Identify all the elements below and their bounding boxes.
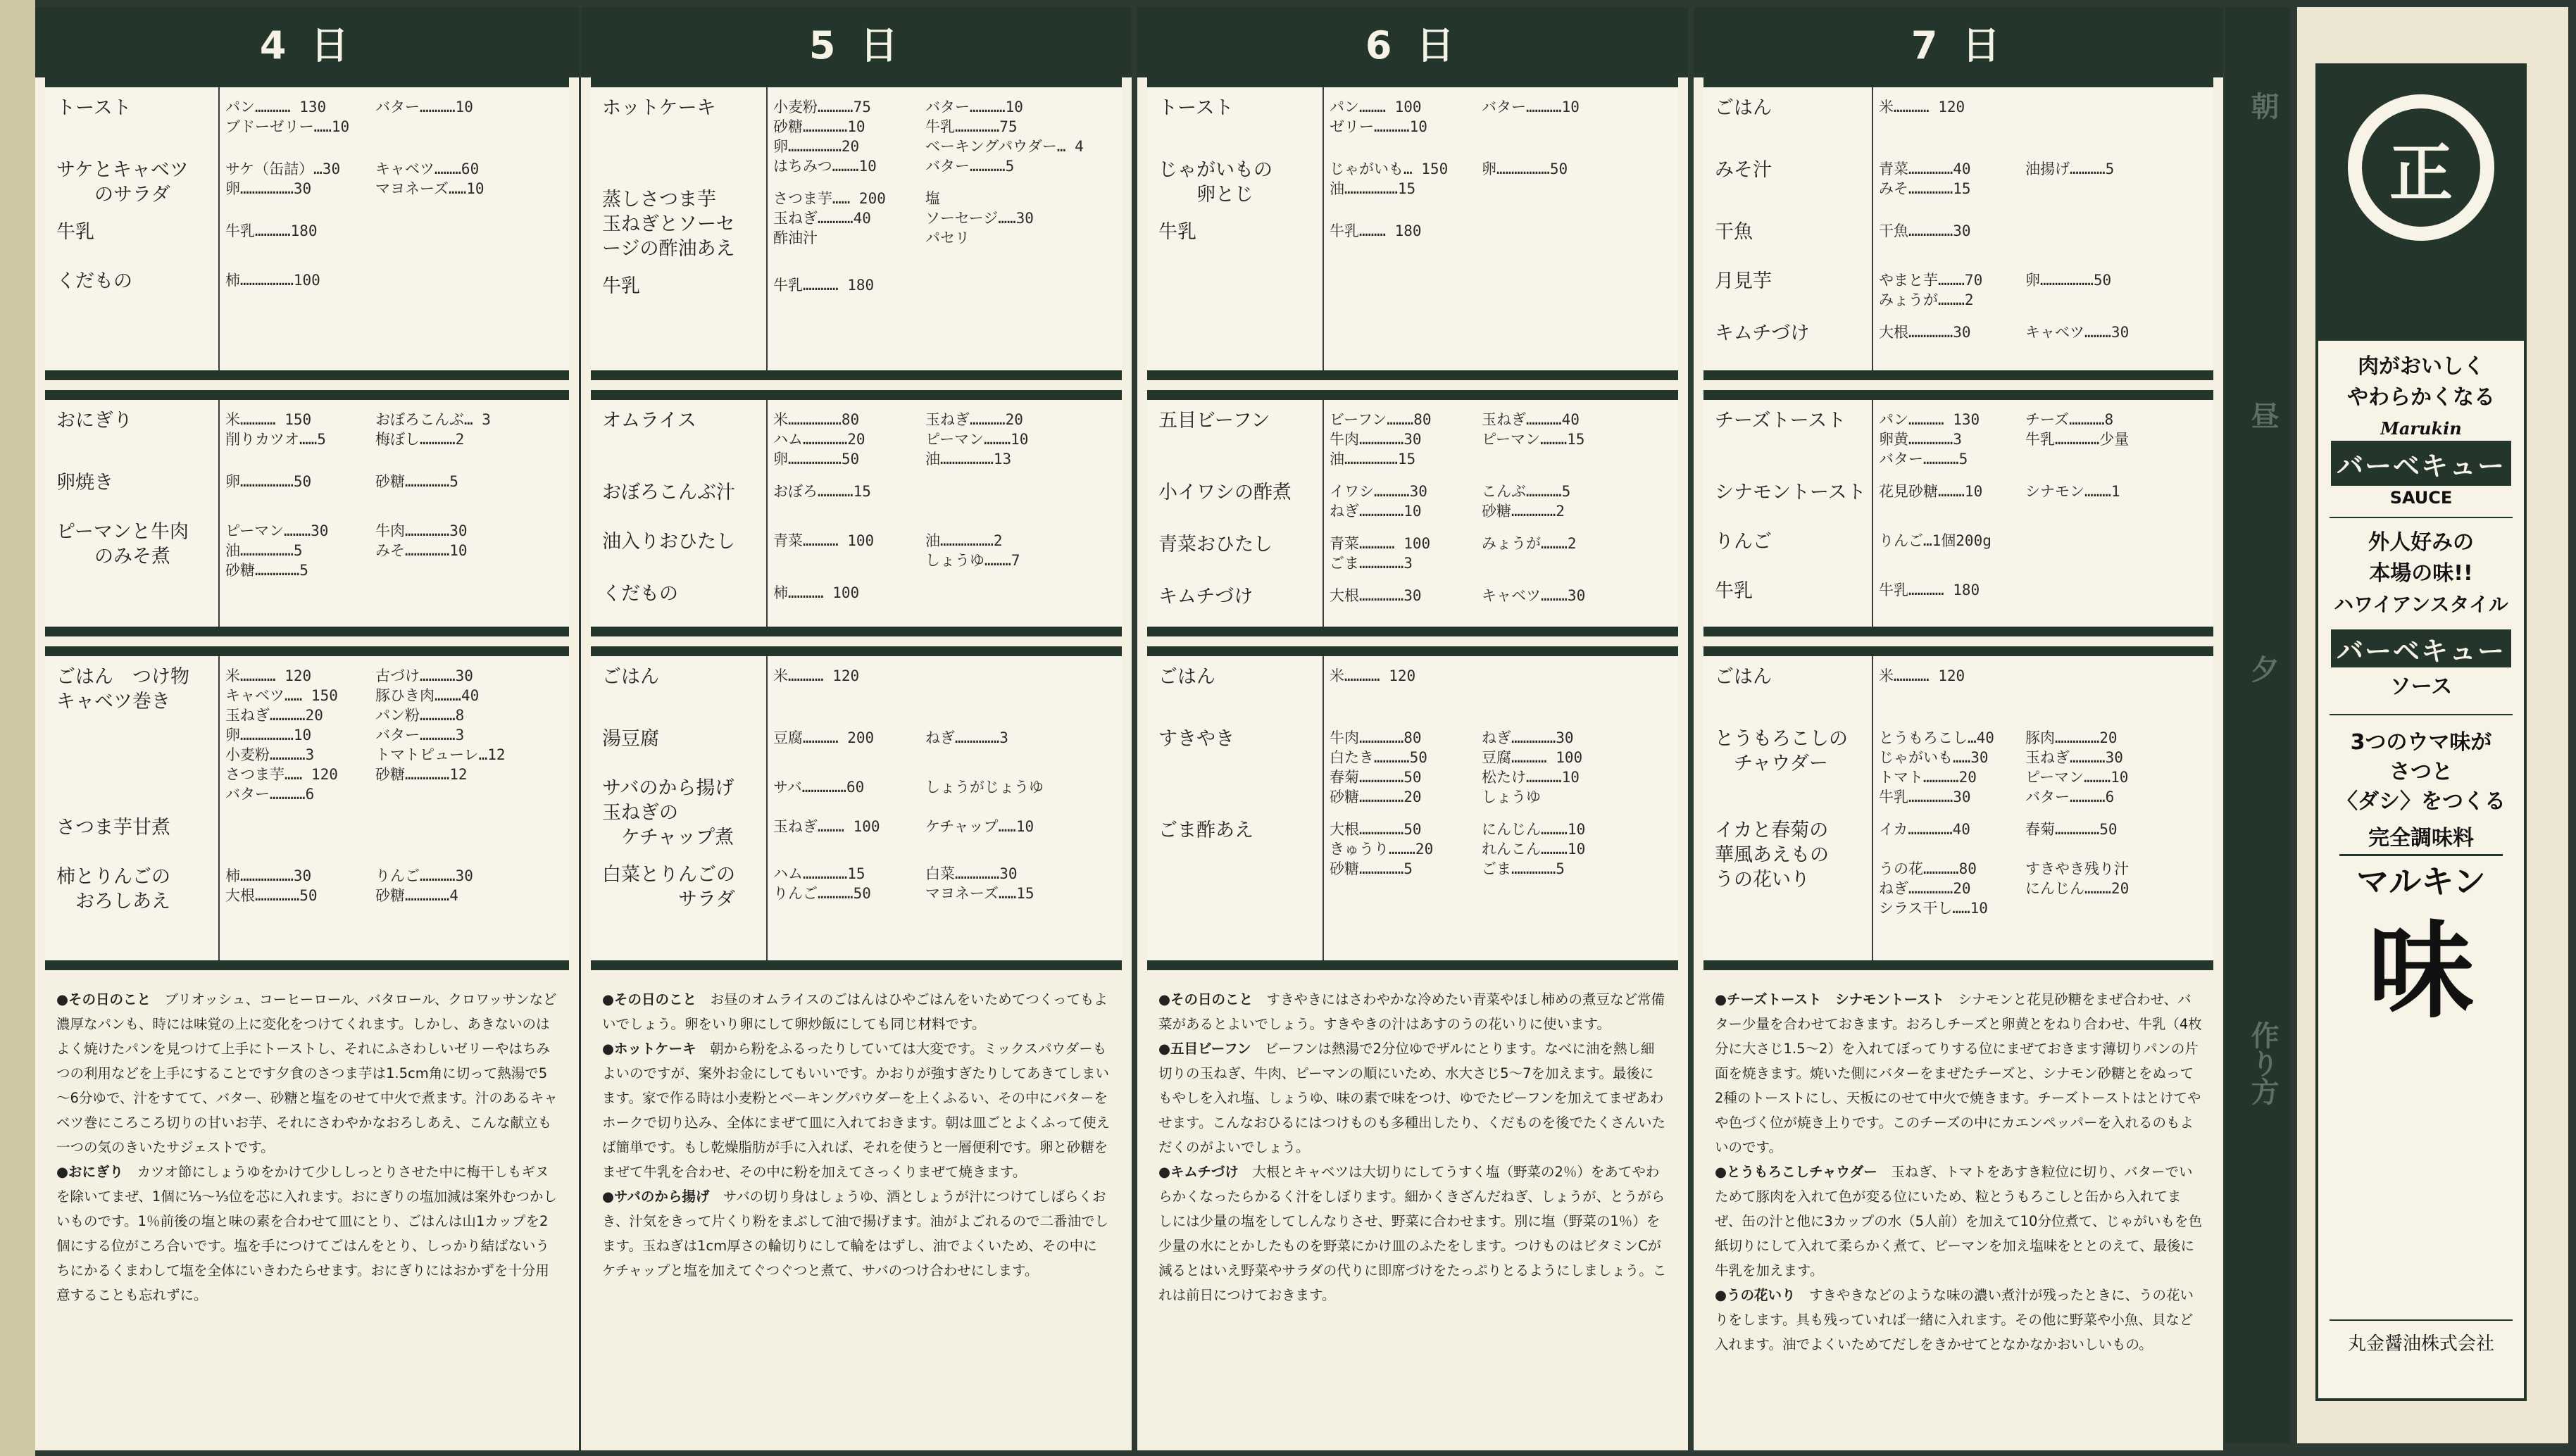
ingredient-list: イカ……………40 うの花…………80 ねぎ……………20 シラス干し……10 xyxy=(1879,821,1988,917)
ingredient-list-extra: ねぎ……………30 豆腐………… 100 松たけ…………10 しょうゆ xyxy=(1482,729,1583,805)
dish-name: キムチづけ xyxy=(1158,586,1253,608)
note-heading: ●その日のこと xyxy=(56,991,151,1008)
note-body: ブリオッシュ、コーヒーロール、バタロール、クロワッサンなど濃厚なパンも、時には味覚の上に変化をつけてくれます。しかし、あきないのはよく焼けたパンを見つけて上手にトーストし、それにふさわしいゼリーやはちみつの利用などを上手にすることです夕食のさつま芋は1.5cm角に切って熱湯で5～6分ゆで、汁をすてて、バター、砂糖と塩をのせて中火で煮ます。汁のあるキャベツ巻にころころ切りの甘いお芋、それにさわやかなおろしあえ、こんな献立も一つの気のきいたサジェストです。 xyxy=(56,991,558,1155)
day-column xyxy=(35,7,579,1450)
ingredient-list: ピーマン………30 油………………5 砂糖……………5 xyxy=(225,522,329,579)
ingredient-list: 牛乳…………180 xyxy=(225,222,318,239)
lunch-block xyxy=(1703,390,2213,636)
ingredient-list: 大根……………30 xyxy=(1879,324,1971,341)
ingredient-list-extra: 塩 ソーセージ……30 パセリ xyxy=(925,190,1034,246)
note-paragraph xyxy=(602,987,1111,1036)
ingredient-list-extra: おぼろこんぶ… 3 梅ぼし…………2 xyxy=(375,411,491,448)
note-heading: ●その日のこと xyxy=(1158,991,1253,1008)
note-heading: ●その日のこと xyxy=(602,991,697,1008)
dish-name: サケとキャベツ のサラダ xyxy=(56,159,189,206)
dish-name: トースト xyxy=(56,97,132,119)
note-body: ビーフンは熱湯で2分位ゆでザルにとります。なべに油を熱し細切りの玉ねぎ、牛肉、ピーマンの順にいため、水大さじ5～7を加えます。最後にもやしを入れ塩、しょうゆ、味の素で味をつけ、ゆでたビーフンを加えてまぜあわせます。こんなおひるにはつけものも多種出したり、くだものを後でたくさんいただくのがよいでしょう。 xyxy=(1158,1041,1665,1155)
dish-name: おぼろこんぶ汁 xyxy=(602,482,735,503)
ingredient-list-extra: キャベツ………60 マヨネーズ……10 xyxy=(375,161,484,197)
ingredient-list-extra: ねぎ……………3 xyxy=(925,729,1008,746)
note-paragraph xyxy=(56,1160,558,1307)
ingredient-list: 柿………… 100 xyxy=(773,584,860,601)
dish-name: くだもの xyxy=(56,270,132,292)
column-divider xyxy=(218,656,220,960)
breakfast-block xyxy=(45,77,569,380)
ingredient-list-extra: チーズ…………8 牛乳……………少量 xyxy=(2025,411,2130,448)
ingredient-list: 米………… 120 xyxy=(1330,667,1416,684)
lunch-block xyxy=(45,390,569,636)
ingredient-list: パン……… 100 ゼリー…………10 xyxy=(1330,99,1427,135)
ingredient-list: とうもろこし…40 じゃがいも……30 トマト…………20 牛乳……………30 xyxy=(1879,729,1994,805)
dinner-block xyxy=(1703,646,2213,970)
dish-name: 湯豆腐 xyxy=(602,728,659,750)
ingredient-list: サバ……………60 玉ねぎ……… 100 xyxy=(773,779,880,835)
ingredient-list: 青菜………… 100 xyxy=(773,532,875,549)
ingredient-list-extra: 白菜……………30 マヨネーズ……15 xyxy=(925,865,1034,902)
ingredient-list: 米………… 150 削りカツオ……5 xyxy=(225,411,326,448)
lunch-block xyxy=(591,390,1122,636)
column-divider xyxy=(218,87,220,370)
ingredient-list: 柿………………100 xyxy=(225,272,320,289)
day-column xyxy=(1137,7,1688,1450)
day-header: 7 日 xyxy=(1694,7,2223,77)
ingredient-list: パン………… 130 ブドーゼリー……10 xyxy=(225,99,350,135)
ingredient-list-extra: バター…………10 xyxy=(1482,99,1580,115)
note-body: カツオ節にしょうゆをかけて少ししっとりさせた中に梅干しもギヌを除いてまぜ、1個に⅓～⅓位を芯に入れます。おにぎりの塩加減は案外むつかしいものです。1％前後の塩と味の素を合わせて皿にとり、ごはんは山1カップを2個にする位がころ合いです。塩を手につけてごはんをとり、しっかり結ばないうちにかるくまわして塩を全体にいきわたらせます。おにぎりにはおかずを十分用意することも忘れずに。 xyxy=(56,1164,558,1303)
marukin-logo-icon xyxy=(2348,94,2494,241)
note-heading: ●とうもろこしチャウダー xyxy=(1715,1164,1877,1180)
cooking-notes xyxy=(1703,977,2213,1445)
ad-copy-dashi: 3つのウマ味が さつと 〈ダシ〉をつくる xyxy=(2337,730,2506,814)
ingredient-list-extra: 油揚げ…………5 xyxy=(2025,161,2115,177)
ingredient-list-extra: バター…………10 牛乳……………75 ベーキングパウダー… 4 バター…………5 xyxy=(925,99,1084,175)
note-paragraph xyxy=(1158,987,1667,1036)
dish-name: ごはん つけ物 キャベツ巻き xyxy=(56,666,189,713)
cooking-notes xyxy=(591,977,1122,1445)
dish-name: サバのから揚げ 玉ねぎの ケチャップ煮 xyxy=(602,777,734,848)
day-header: 4 日 xyxy=(35,7,579,77)
ad-aji-character: 味 xyxy=(2368,909,2474,1033)
ad-brand-latin: Marukin xyxy=(2380,418,2462,439)
day-column xyxy=(1694,7,2223,1450)
dish-name: 五目ビーフン xyxy=(1158,410,1270,432)
ingredient-list: 牛乳………… 180 xyxy=(1879,582,1980,598)
ad-bbq-label-2: バーベキュー xyxy=(2331,629,2511,667)
ingredient-list: 豆腐………… 200 xyxy=(773,729,875,746)
ingredient-list: 米………………80 ハム……………20 卵………………50 xyxy=(773,411,865,467)
dish-name: ごはん xyxy=(1715,97,1772,119)
ingredient-list-extra: 卵………………50 xyxy=(2025,272,2112,289)
note-paragraph xyxy=(1715,1160,2202,1283)
ingredient-list-extra: キャベツ………30 xyxy=(2025,324,2130,341)
ingredient-list-extra: 玉ねぎ…………40 ピーマン………15 xyxy=(1482,411,1585,448)
marukin-ad xyxy=(2297,7,2568,1443)
note-heading: ●サバのから揚げ xyxy=(602,1188,710,1205)
column-divider xyxy=(766,87,768,370)
note-heading: ●五目ビーフン xyxy=(1158,1041,1251,1057)
ingredient-list: 柿………………30 大根……………50 xyxy=(225,867,318,904)
dish-name: おにぎり xyxy=(56,410,132,432)
ad-company-name: 丸金醤油株式会社 xyxy=(2347,1333,2494,1355)
note-body: すきやきなどのような味の濃い煮汁が残ったときに、うの花いりをします。具も残っていれば一緒に入れます。その他に野菜や小魚、貝など入れます。油でよくいためてだしをきかせてとなかなかおいしいもの。 xyxy=(1715,1287,2194,1353)
column-divider xyxy=(1872,87,1873,370)
dish-name: くだもの xyxy=(602,583,678,605)
dish-name: さつま芋甘煮 xyxy=(56,817,170,839)
ad-bbq-label-1: バーベキュー xyxy=(2331,441,2511,486)
note-heading: ●うの花いり xyxy=(1715,1287,1796,1303)
ingredient-list-extra: りんご…………30 砂糖……………4 xyxy=(375,867,473,904)
note-body: 玉ねぎ、トマトをあすき粒位に切り、バターでいためて豚肉を入れて色が変る位にいため、粒とうもろこしと缶から入れてまぜ、缶の汁と他に3カップの水（5人前）を加えて10分位煮て、じゃがいもを色紙切りにして入れて柔らかく煮て、ピーマンを加え塩味をととのえて、最後に牛乳を加えます。 xyxy=(1715,1164,2202,1279)
ingredient-list-extra: バター…………10 xyxy=(375,99,473,115)
page-edge xyxy=(0,0,35,1456)
dish-name: 牛乳 xyxy=(56,221,94,243)
ingredient-list-extra: 牛肉……………30 みそ……………10 xyxy=(375,522,468,559)
sidebar-label-dinner: 夕 xyxy=(2246,655,2279,683)
ingredient-list: 花見砂糖………10 xyxy=(1879,483,1983,500)
ingredient-list: 大根……………50 きゅうり………20 砂糖……………5 xyxy=(1330,821,1434,877)
column-divider xyxy=(1872,656,1873,960)
dish-name: キムチづけ xyxy=(1715,322,1810,344)
ingredient-list: 牛肉……………80 白たき…………50 春菊……………50 砂糖……………20 xyxy=(1330,729,1427,805)
note-heading: ●チーズトースト シナモントースト xyxy=(1715,991,1945,1008)
ingredient-list: ビーフン………80 牛肉……………30 油………………15 xyxy=(1330,411,1432,467)
note-paragraph xyxy=(1158,1036,1667,1160)
ingredient-list: 米………… 120 キャベツ…… 150 玉ねぎ…………20 卵………………10 小麦粉…………3 さつま芋…… 120 バター…………6 xyxy=(225,667,338,803)
note-body: シナモンと花見砂糖をまぜ合わせ、バター少量を合わせておきます。おろしチーズと卵黄とをねり合わせ、牛乳（4枚分に大さじ1.5～2）を入れてぼってりする位にまぜておきます薄切りパンの片面を焼きます。焼いた側にバターをまぜたチーズと、シナモン砂糖とをぬって2種のトーストにし、天板にのせて中火で焼きます。チーズトーストはとけてやや色づく位が焼き上りです。このチーズの中にカエンペッパーを入れるのもよいのです。 xyxy=(1715,991,2202,1155)
column-divider xyxy=(1323,656,1324,960)
ingredient-list-extra: しょうがじょうゆ ケチャップ……10 xyxy=(925,779,1044,835)
ingredient-list: じゃがいも… 150 油………………15 xyxy=(1330,161,1449,197)
dish-name: すきやき xyxy=(1158,728,1234,750)
ingredient-list: 大根……………30 xyxy=(1330,587,1422,604)
ingredient-list: 青菜……………40 みそ……………15 xyxy=(1879,161,1971,197)
dish-name: ごはん xyxy=(1715,666,1772,688)
ingredient-list-extra: 豚肉……………20 玉ねぎ…………30 ピーマン………10 バター…………6 xyxy=(2025,729,2129,805)
ingredient-list-extra: キャベツ………30 xyxy=(1482,587,1586,604)
ingredient-list: 米………… 120 xyxy=(1879,99,1965,115)
ad-copy-tender: 肉がおいしく やわらかくなる xyxy=(2347,354,2495,410)
sidebar-label-howto: 作り方 xyxy=(2246,1021,2279,1105)
ingredient-list-extra: 古づけ…………30 豚ひき肉………40 パン粉…………8 バター…………3 トマトピューレ…12 砂糖……………12 xyxy=(375,667,506,783)
meal-sidebar xyxy=(2225,7,2290,1443)
day-header: 6 日 xyxy=(1137,7,1688,77)
ingredient-list: サケ（缶詰）…30 卵………………30 xyxy=(225,161,341,197)
column-divider xyxy=(1323,400,1324,627)
ingredient-list-extra: シナモン………1 xyxy=(2025,483,2120,500)
sidebar-label-lunch: 昼 xyxy=(2246,401,2279,429)
note-heading: ●ホットケーキ xyxy=(602,1041,696,1057)
ingredient-list: 米………… 120 xyxy=(773,667,860,684)
ingredient-list-extra: 卵………………50 xyxy=(1482,161,1568,177)
ingredient-list-extra: こんぶ…………5 砂糖……………2 xyxy=(1482,483,1571,520)
dish-name: ピーマンと牛肉 のみそ煮 xyxy=(56,521,189,567)
ingredient-list: さつま芋…… 200 玉ねぎ…………40 酢油汁 xyxy=(773,190,886,246)
ingredient-list: 牛乳……… 180 xyxy=(1330,222,1422,239)
breakfast-block xyxy=(591,77,1122,380)
dish-name: 月見芋 xyxy=(1715,270,1772,292)
note-paragraph xyxy=(602,1036,1111,1184)
column-divider xyxy=(766,400,768,627)
dish-name: 牛乳 xyxy=(1158,221,1196,243)
ingredient-list-extra: 油………………2 しょうゆ………7 xyxy=(925,532,1020,569)
ingredient-list: 卵………………50 xyxy=(225,473,312,490)
dish-name: ごま酢あえ xyxy=(1158,820,1253,841)
ingredient-list-extra: 玉ねぎ…………20 ピーマン………10 油………………13 xyxy=(925,411,1029,467)
dish-name: ごはん xyxy=(1158,666,1215,688)
dinner-block xyxy=(45,646,569,970)
ingredient-list: 青菜………… 100 ごま……………3 xyxy=(1330,535,1431,572)
ad-brand-jp: マルキン xyxy=(2356,862,2486,900)
note-body: 大根とキャベツは大切りにしてうすく塩（野菜の2％）をあてやわらかくなったらかるく汁をしぼります。細かくきざんだねぎ、しょうが、とうがらしには少量の塩をしてしんなりさせ、野菜に合わせます。別に塩（野菜の1％）を少量の水にとかしたものを野菜にかけ皿のふたをします。つけものはビタミンCが減るとはいえ野菜やサラダの代りに即席づけをたっぷりとるようにしましょう。これは前日につけておきます。 xyxy=(1158,1164,1667,1303)
dish-name: 小イワシの酢煮 xyxy=(1158,482,1292,503)
note-paragraph xyxy=(1715,987,2202,1160)
ad-copy-hawaiian: ハワイアンスタイル xyxy=(2334,593,2508,616)
ingredient-list: ハム……………15 りんご…………50 xyxy=(773,865,871,902)
dish-name: 牛乳 xyxy=(1715,580,1753,602)
dish-name: イカと春菊の 華風あえもの うの花いり xyxy=(1715,820,1829,891)
dish-name: 干魚 xyxy=(1715,221,1753,243)
dish-name: 蒸しさつま芋 玉ねぎとソーセ ージの酢油あえ xyxy=(602,189,735,260)
note-body: 朝から粉をふるったりしていては大変です。ミックスパウダーもよいのですが、案外お金にしてもいいです。かおりが強すぎたりしてあきてしまいます。家で作る時は小麦粉とベーキングパウダーを上くふるい、その中にバターをホークで切り込み、全体にまぜて皿に入れておきます。朝は皿ごとよくふって使えば簡単です。もし乾燥脂肪が手に入れば、それを使うと一層便利です。卵と砂糖をまぜて牛乳を合わせ、その中に粉を加えてさっくりまぜて焼きます。 xyxy=(602,1041,1111,1180)
dish-name: 白菜とりんごの サラダ xyxy=(602,864,735,910)
dish-name: 牛乳 xyxy=(602,275,640,297)
dish-name: ホットケーキ xyxy=(602,97,716,119)
note-body: お昼のオムライスのごはんはひやごはんをいためてつくってもよいでしょう。卵をいり卵にして卵炒飯にしても同じ材料です。 xyxy=(602,991,1108,1032)
logo-symbol: 正 xyxy=(2389,136,2453,211)
ad-sauce-label: SAUCE xyxy=(2389,488,2453,508)
note-paragraph xyxy=(1715,1283,2202,1357)
dish-name: 卵焼き xyxy=(56,472,113,494)
ingredient-list: おぼろ…………15 xyxy=(773,483,871,500)
dish-name: トースト xyxy=(1158,97,1234,119)
column-divider xyxy=(1872,400,1873,627)
ingredient-list-extra: 砂糖……………5 xyxy=(375,473,458,490)
ad-copy-seasoning: 完全調味料 xyxy=(2339,823,2503,856)
cooking-notes xyxy=(1147,977,1678,1445)
ingredient-list: 牛乳………… 180 xyxy=(773,277,875,294)
dish-name: 柿とりんごの おろしあえ xyxy=(56,866,170,912)
dish-name: りんご xyxy=(1715,531,1772,553)
dish-name: 青菜おひたし xyxy=(1158,534,1273,556)
lunch-block xyxy=(1147,390,1678,636)
ingredient-list-extra: にんじん………10 れんこん………10 ごま……………5 xyxy=(1482,821,1586,877)
dish-name: みそ汁 xyxy=(1715,159,1772,181)
note-body: サバの切り身はしょうゆ、酒としょうが汁につけてしばらくおき、汁気をきって片くり粉をまぶして油で揚げます。油がよごれるので二番油でします。玉ねぎは1cm厚さの輪切りにして輪をはずし、油でよくいため、その中にケチャップと塩を加えてぐつぐつと煮て、サバのつけ合わせにします。 xyxy=(602,1188,1109,1279)
ad-sauce-jp: ソース xyxy=(2389,674,2453,699)
ingredient-list-extra: 春菊……………50 すきやき残り汁 にんじん………20 xyxy=(2025,821,2130,897)
dish-name: チーズトースト xyxy=(1715,410,1846,432)
note-body: すきやきにはさわやかな冷めたい青菜やほし柿めの煮豆など常備菜があるとよいでしょう。すきやきの汁はあすのうの花いりに使います。 xyxy=(1158,991,1665,1032)
column-divider xyxy=(766,656,768,960)
breakfast-block xyxy=(1147,77,1678,380)
breakfast-block xyxy=(1703,77,2213,380)
day-column xyxy=(581,7,1132,1450)
ingredient-list: 小麦粉…………75 砂糖……………10 卵………………20 はちみつ………10 xyxy=(773,99,877,175)
cooking-notes xyxy=(45,977,569,1445)
ingredient-list: 米………… 120 xyxy=(1879,667,1965,684)
note-paragraph xyxy=(56,987,558,1160)
note-paragraph xyxy=(602,1184,1111,1283)
ingredient-list: やまと芋………70 みょうが………2 xyxy=(1879,272,1983,308)
note-heading: ●キムチづけ xyxy=(1158,1164,1239,1180)
column-divider xyxy=(218,400,220,627)
dish-name: オムライス xyxy=(602,410,696,432)
ingredient-list: イワシ…………30 ねぎ……………10 xyxy=(1330,483,1427,520)
ingredient-list: りんご…1個200g xyxy=(1879,532,1992,549)
dinner-block xyxy=(591,646,1122,970)
day-header: 5 日 xyxy=(581,7,1132,77)
dish-name: シナモントースト xyxy=(1715,482,1866,503)
ingredient-list: 干魚……………30 xyxy=(1879,222,1971,239)
ad-panel xyxy=(2315,63,2527,1401)
sidebar-label-breakfast: 朝 xyxy=(2246,92,2279,120)
ad-copy-authentic: 外人好みの 本場の味!! xyxy=(2368,530,2474,586)
column-divider xyxy=(1323,87,1324,370)
ingredient-list: パン………… 130 卵黄……………3 バター…………5 xyxy=(1879,411,1980,467)
dinner-block xyxy=(1147,646,1678,970)
logo-box xyxy=(2318,66,2524,341)
note-paragraph xyxy=(1158,1160,1667,1307)
ingredient-list-extra: みょうが………2 xyxy=(1482,535,1577,552)
dish-name: ごはん xyxy=(602,666,659,688)
dish-name: とうもろこしの チャウダー xyxy=(1715,728,1848,774)
dish-name: じゃがいもの 卵とじ xyxy=(1158,159,1273,206)
dish-name: 油入りおひたし xyxy=(602,531,735,553)
note-heading: ●おにぎり xyxy=(56,1164,124,1180)
